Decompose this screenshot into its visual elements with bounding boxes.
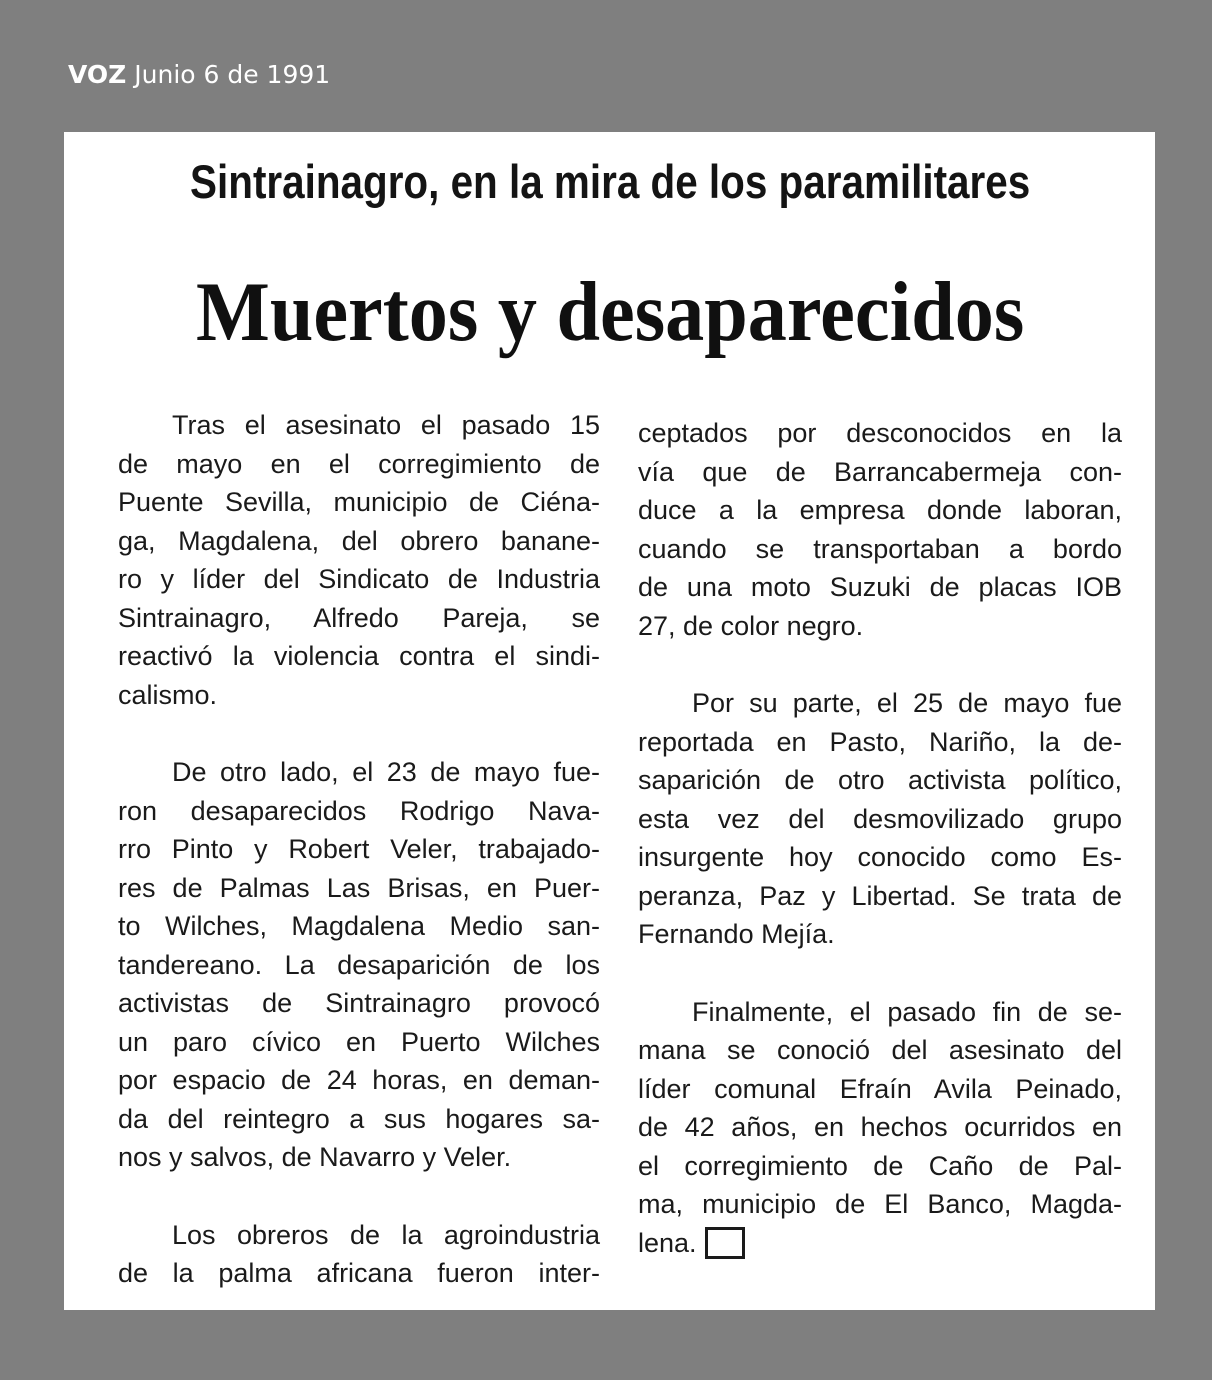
text-line: de mayo en el corregimiento de — [118, 448, 600, 479]
text-line: de 42 años, en hechos ocurridos en — [638, 1112, 1122, 1142]
text-line: Por su parte, el 25 de mayo fue — [692, 688, 1122, 718]
text-line: por espacio de 24 horas, en deman- — [118, 1065, 600, 1095]
text-line: calismo. — [118, 679, 218, 710]
text-line: res de Palmas Las Brisas, en Puer- — [118, 872, 600, 903]
text-line: mana se conoció del asesinato del — [638, 1035, 1122, 1065]
text-line: activistas de Sintrainagro provocó — [118, 988, 600, 1018]
text-line: ro y líder del Sindicato de Industria — [118, 564, 600, 594]
text-line: esta vez del desmovilizado grupo — [638, 803, 1122, 834]
text-line: Tras el asesinato el pasado 15 — [172, 410, 600, 440]
right-column — [638, 414, 1122, 1301]
text-line: el corregimiento de Caño de Pal- — [638, 1150, 1122, 1181]
text-line — [638, 1224, 1122, 1263]
left-column — [118, 406, 600, 1310]
text-line: insurgente hoy conocido como Es- — [638, 842, 1122, 872]
final-line-text: lena. — [638, 1227, 697, 1258]
text-line: Puente Sevilla, municipio de Ciéna- — [118, 487, 600, 517]
text-line: líder comunal Efraín Avila Peinado, — [638, 1073, 1122, 1104]
text-line: nos y salvos, de Navarro y Veler. — [118, 1142, 512, 1172]
text-line: Sintrainagro, Alfredo Pareja, se — [118, 602, 600, 633]
paragraph — [118, 406, 600, 714]
text-line: Finalmente, el pasado fin de se- — [692, 996, 1122, 1027]
text-line: cuando se transportaban a bordo — [638, 533, 1122, 564]
paragraph — [638, 684, 1122, 954]
text-line: reactivó la violencia contra el sindi- — [118, 641, 600, 671]
text-line: tandereano. La desaparición de los — [118, 949, 600, 980]
newspaper-clipping — [64, 132, 1155, 1310]
text-line: da del reintegro a sus hogares sa- — [118, 1103, 600, 1134]
end-mark-icon — [705, 1227, 745, 1259]
paragraph — [638, 993, 1122, 1263]
text-line: De otro lado, el 23 de mayo fue- — [172, 757, 600, 787]
text-line: vía que de Barrancabermeja con- — [638, 456, 1122, 487]
publication-date: Junio 6 de 1991 — [134, 60, 331, 89]
text-line: 27, de color negro. — [638, 610, 864, 641]
text-line: Los obreros de la agroindustria — [172, 1219, 600, 1250]
paragraph — [118, 753, 600, 1177]
text-line: duce a la empresa donde laboran, — [638, 495, 1122, 525]
text-line: rro Pinto y Robert Veler, trabajado- — [118, 834, 600, 864]
text-line: de la palma africana fueron inter- — [118, 1258, 600, 1288]
paragraph — [638, 414, 1122, 645]
text-line: ron desaparecidos Rodrigo Nava- — [118, 795, 600, 826]
text-line: ma, municipio de El Banco, Magda- — [638, 1189, 1122, 1219]
publication-name: VOZ — [68, 60, 127, 89]
text-line: peranza, Paz y Libertad. Se trata de — [638, 880, 1122, 911]
text-line: reportada en Pasto, Nariño, la de- — [638, 726, 1122, 757]
text-line: to Wilches, Magdalena Medio san- — [118, 911, 600, 941]
paragraph — [118, 1216, 600, 1293]
text-line: ga, Magdalena, del obrero banane- — [118, 525, 600, 556]
text-line: saparición de otro activista político, — [638, 765, 1122, 795]
article-kicker: Sintrainagro, en la mira de los paramilitares — [190, 155, 1031, 208]
article-headline: Muertos y desaparecidos — [196, 265, 1025, 359]
text-line: un paro cívico en Puerto Wilches — [118, 1026, 600, 1057]
source-caption — [68, 58, 330, 92]
text-line: ceptados por desconocidos en la — [638, 418, 1122, 448]
text-line: de una moto Suzuki de placas IOB — [638, 572, 1122, 602]
text-line: Fernando Mejía. — [638, 919, 835, 949]
